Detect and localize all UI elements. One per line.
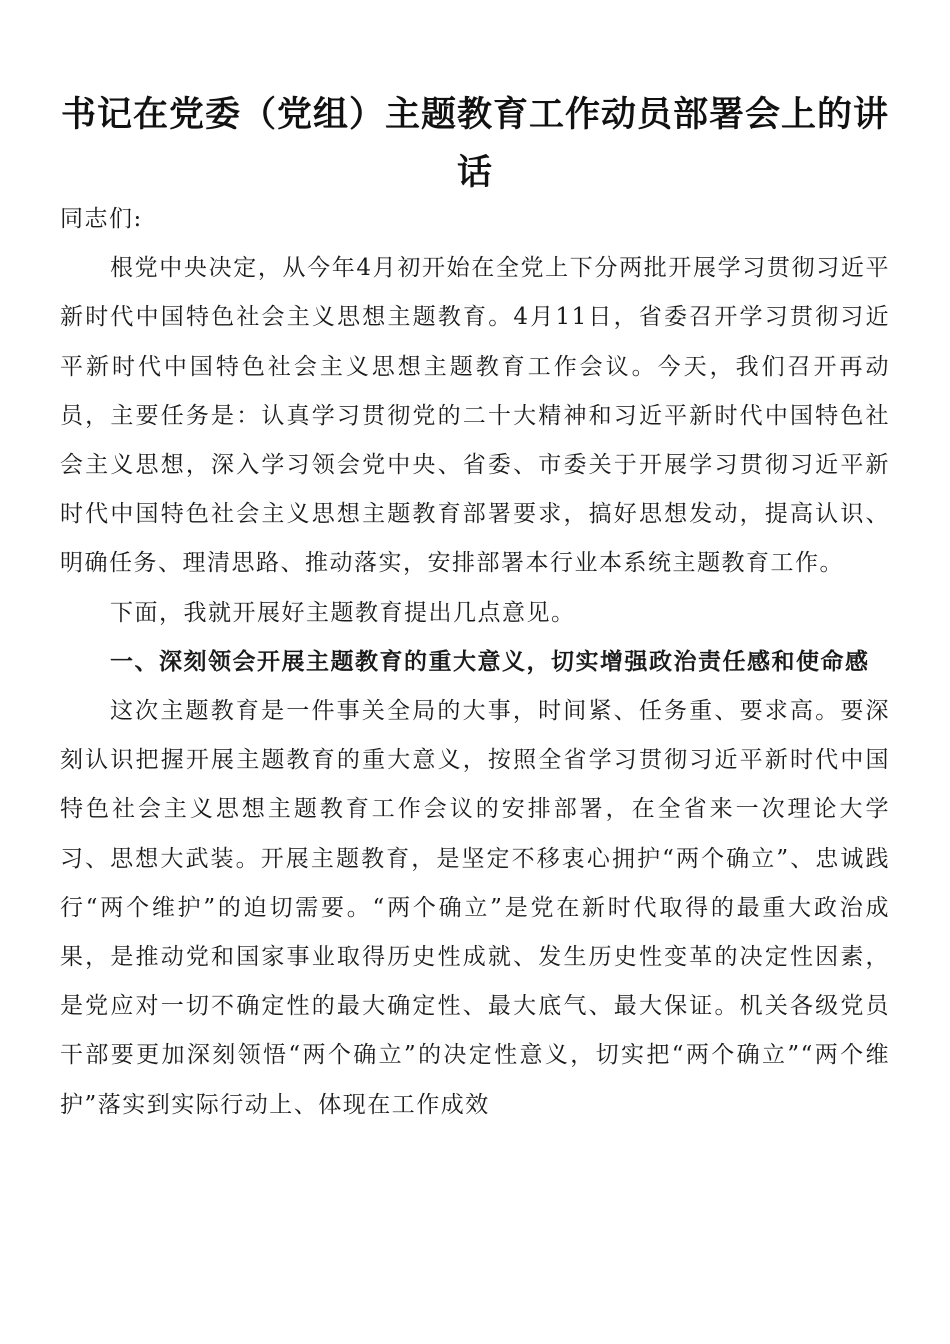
- section-paragraph: 这次主题教育是一件事关全局的大事，时间紧、任务重、要求高。要深刻认识把握开展主题教育的重大意义，按照全省学习贯彻习近平新时代中国特色社会主义思想主题教育工作会议的安排部署，在全省来一次理论大学习、思想大武装。开展主题教育，是坚定不移衷心拥护“两个确立”、忠诚践行“两个维护”的迫切需要。“两个确立”是党在新时代取得的最重大政治成果，是推动党和国家事业取得历史性成就、发生历史性变革的决定性因素，是党应对一切不确定性的最大确定性、最大底气、最大保证。机关各级党员干部要更加深刻领悟“两个确立”的决定性意义，切实把“两个确立”“两个维护”落实到实际行动上、体现在工作成效: [60, 698, 890, 1118]
- salutation: 同志们:: [60, 206, 143, 232]
- intro-paragraph: 根党中央决定，从今年4月初开始在全党上下分两批开展学习贯彻习近平新时代中国特色社会主义思想主题教育。4月11日，省委召开学习贯彻习近平新时代中国特色社会主义思想主题教育工作会议。今天，我们召开再动员，主要任务是：认真学习贯彻党的二十大精神和习近平新时代中国特色社会主义思想，深入学习领会党中央、省委、市委关于开展学习贯彻习近平新时代中国特色社会主义思想主题教育部署要求，搞好思想发动，提高认识、明确任务、理清思路、推动落实，安排部署本行业本系统主题教育工作。: [60, 255, 890, 577]
- document-title: 书记在党委（党组）主题教育工作动员部署会上的讲话: [60, 95, 889, 193]
- document-body: [60, 195, 890, 1130]
- section-heading: 一、深刻领会开展主题教育的重大意义，切实增强政治责任感和使命感: [110, 648, 870, 675]
- transition-paragraph: 下面，我就开展好主题教育提出几点意见。: [110, 599, 576, 626]
